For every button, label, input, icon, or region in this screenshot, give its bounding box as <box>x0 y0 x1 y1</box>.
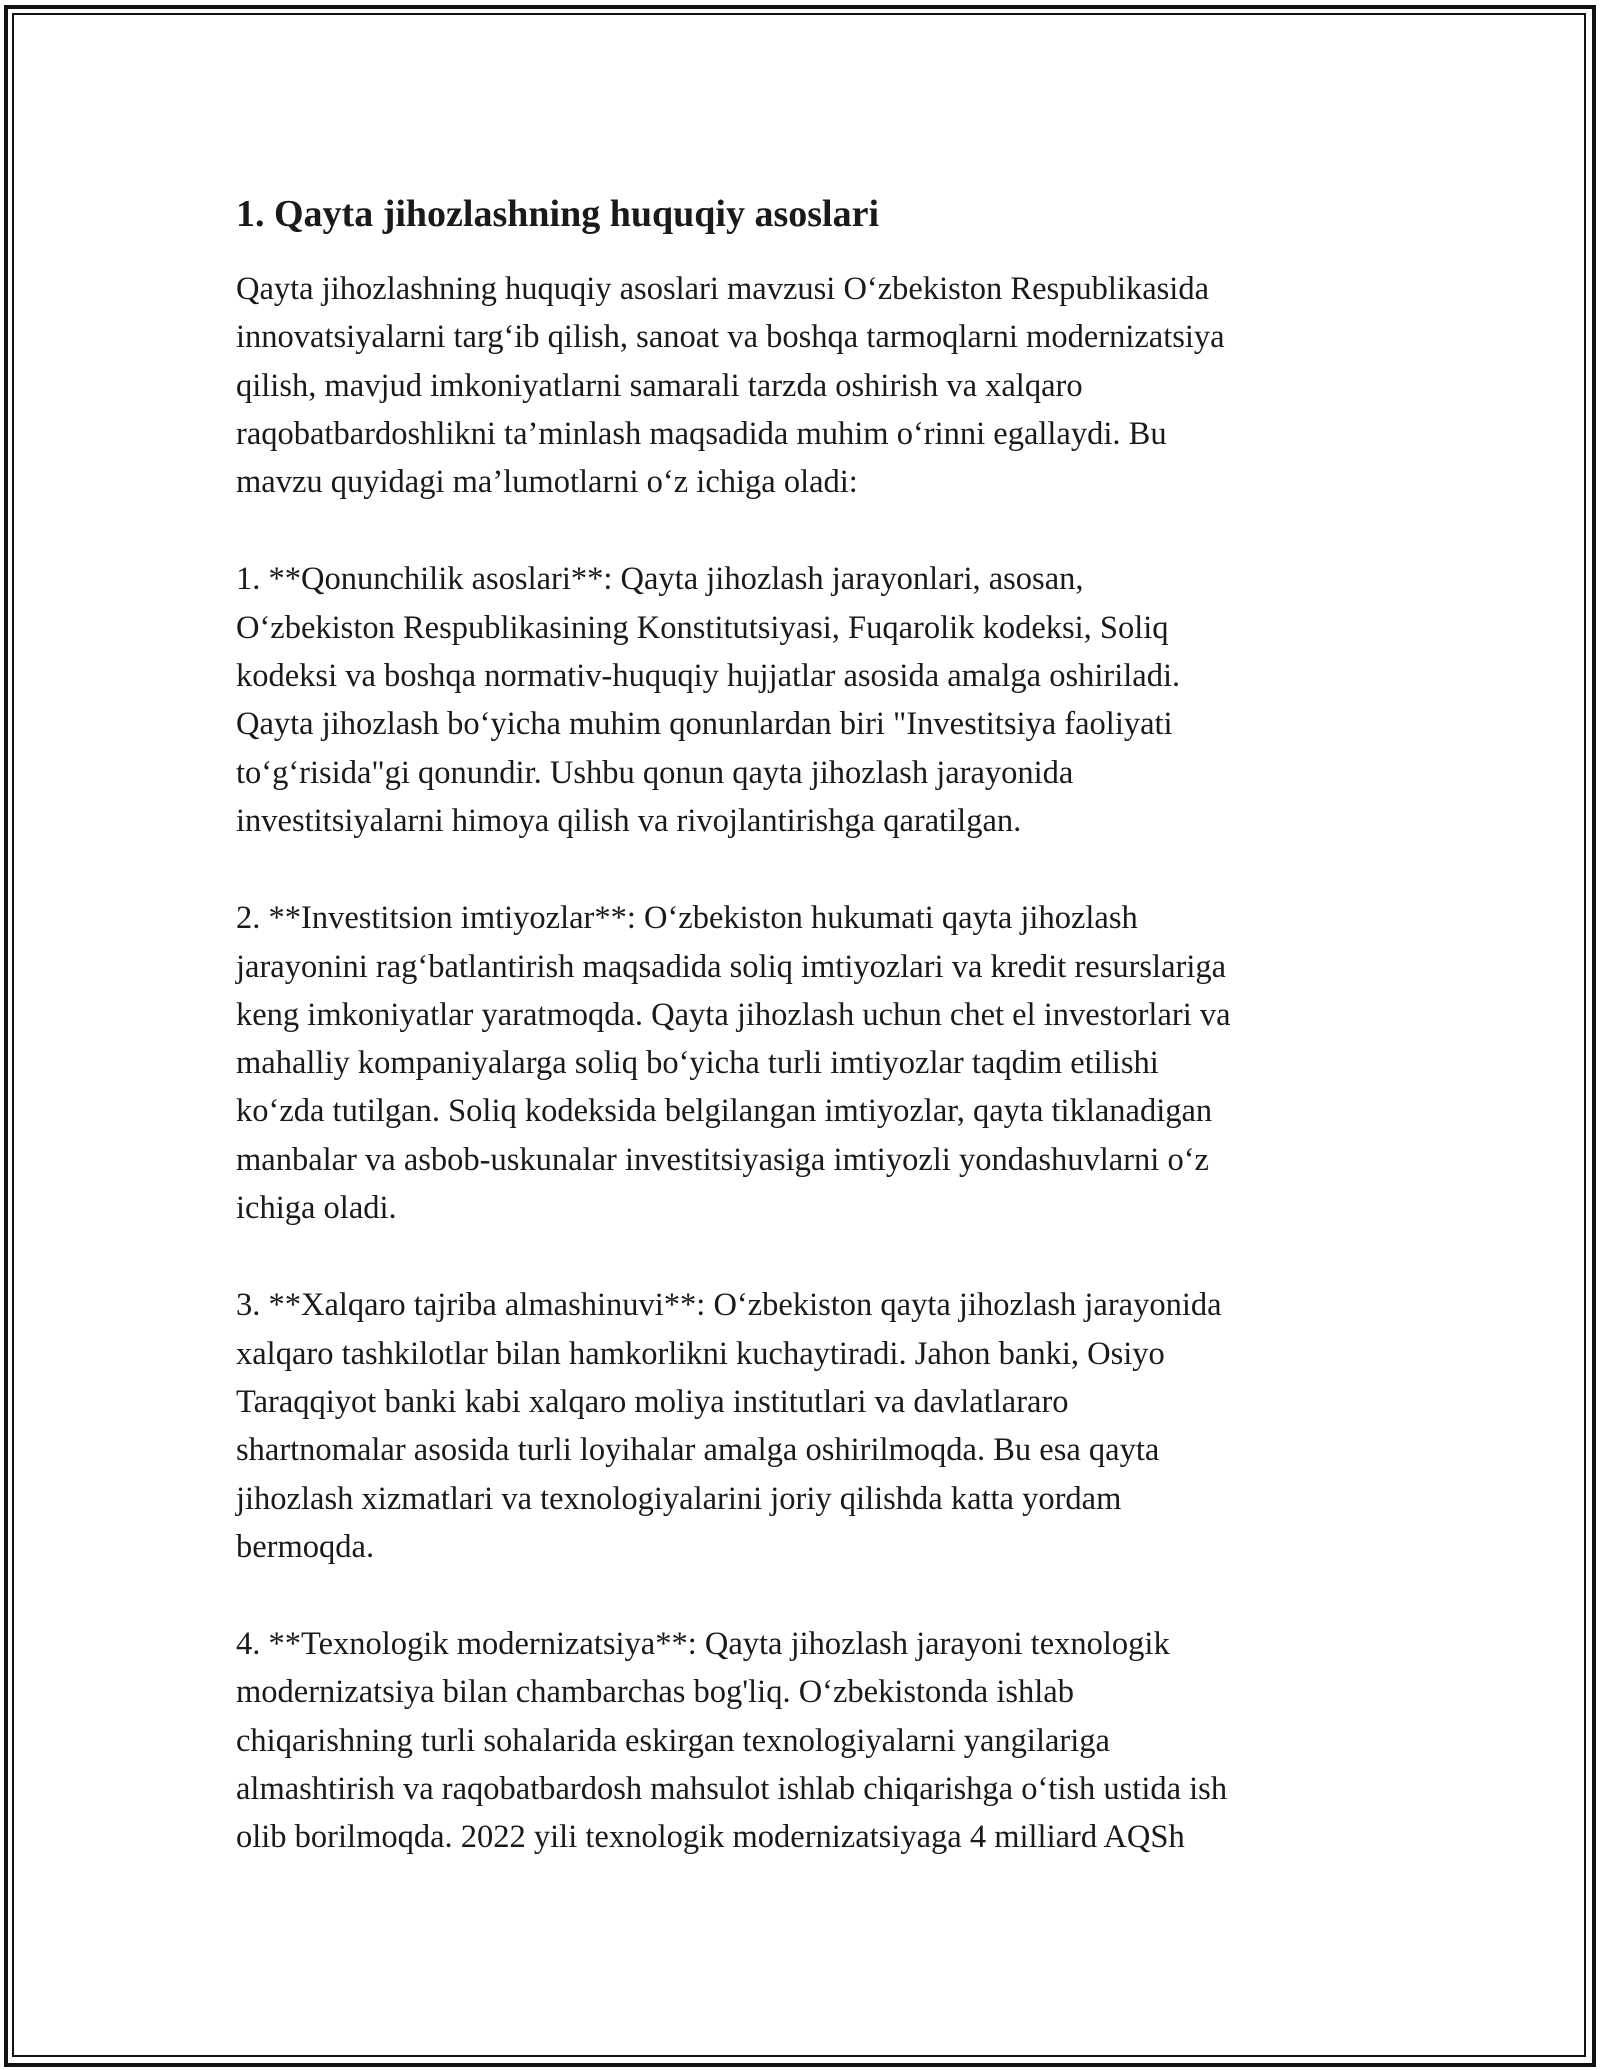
paragraph-line: qilish, mavjud imkoniyatlarni samarali tarzda oshirish va xalqaro <box>236 367 1083 404</box>
paragraph-line: 3. **Xalqaro tajriba almashinuvi**: O‘zbekiston qayta jihozlash jarayonida <box>236 1287 1222 1324</box>
paragraph-line: bermoqda. <box>236 1528 375 1565</box>
paragraph-line: modernizatsiya bilan chambarchas bog'liq. O‘zbekistonda ishlab <box>236 1674 1074 1711</box>
paragraph-line: manbalar va asbob-uskunalar investitsiyasiga imtiyozli yondashuvlarni o‘z <box>236 1141 1209 1178</box>
paragraph-line: ko‘zda tutilgan. Soliq kodeksida belgilangan imtiyozlar, qayta tiklanadigan <box>236 1093 1213 1130</box>
investment-incentives-paragraph <box>236 894 1376 1232</box>
paragraph-line: xalqaro tashkilotlar bilan hamkorlikni kuchaytiradi. Jahon banki, Osiyo <box>236 1335 1165 1372</box>
paragraph-line: 4. **Texnologik modernizatsiya**: Qayta jihozlash jarayoni texnologik <box>236 1626 1170 1663</box>
paragraph-line: mahalliy kompaniyalarga soliq bo‘yicha turli imtiyozlar taqdim etilishi <box>236 1045 1159 1082</box>
paragraph-line: Qayta jihozlashning huquqiy asoslari mavzusi O‘zbekiston Respublikasida <box>236 271 1210 307</box>
international-experience-paragraph <box>236 1281 1376 1571</box>
paragraph-line: jarayonini rag‘batlantirish maqsadida soliq imtiyozlari va kredit resurslariga <box>236 948 1227 985</box>
legislation-paragraph <box>236 555 1376 845</box>
paragraph-line: innovatsiyalarni targ‘ib qilish, sanoat va boshqa tarmoqlarni modernizatsiya <box>236 319 1225 356</box>
paragraph-line: Taraqqiyot banki kabi xalqaro moliya institutlari va davlatlararo <box>236 1383 1069 1420</box>
paragraph-line: ichiga oladi. <box>236 1190 397 1227</box>
paragraph-line: olib borilmoqda. 2022 yili texnologik modernizatsiyaga 4 milliard AQSh <box>236 1819 1185 1856</box>
paragraph-line: chiqarishning turli sohalarida eskirgan texnologiyalarni yangilariga <box>236 1722 1110 1759</box>
paragraph-line: Qayta jihozlash bo‘yicha muhim qonunlardan biri "Investitsiya faoliyati <box>236 706 1173 743</box>
paragraph-line: jihozlash xizmatlari va texnologiyalarini joriy qilishda katta yordam <box>236 1480 1122 1517</box>
intro-paragraph <box>236 265 1376 506</box>
paragraph-line: shartnomalar asosida turli loyihalar amalga oshirilmoqda. Bu esa qayta <box>236 1432 1160 1469</box>
paragraph-line: raqobatbardoshlikni ta’minlash maqsadida muhim o‘rinni egallaydi. Bu <box>236 415 1167 452</box>
paragraph-line: investitsiyalarni himoya qilish va rivojlantirishga qaratilgan. <box>236 802 1022 839</box>
technological-modernization-paragraph <box>236 1620 1376 1861</box>
paragraph-line: kodeksi va boshqa normativ-huquqiy hujjatlar asosida amalga oshiriladi. <box>236 658 1181 695</box>
paragraph-line: to‘g‘risida"gi qonundir. Ushbu qonun qayta jihozlash jarayonida <box>236 754 1074 791</box>
paragraph-line: O‘zbekiston Respublikasining Konstitutsiyasi, Fuqarolik kodeksi, Soliq <box>236 609 1169 646</box>
paragraph-line: keng imkoniyatlar yaratmoqda. Qayta jihozlash uchun chet el investorlari va <box>236 996 1231 1033</box>
paragraph-line: 2. **Investitsion imtiyozlar**: O‘zbekiston hukumati qayta jihozlash <box>236 900 1138 937</box>
paragraph-line: mavzu quyidagi ma’lumotlarni o‘z ichiga oladi: <box>236 464 858 501</box>
paragraph-line: almashtirish va raqobatbardosh mahsulot ishlab chiqarishga o‘tish ustida ish <box>236 1771 1228 1808</box>
document-title: 1. Qayta jihozlashning huquqiy asoslari <box>236 193 880 235</box>
paragraph-line: 1. **Qonunchilik asoslari**: Qayta jihozlash jarayonlari, asosan, <box>236 561 1084 598</box>
document-body <box>236 188 1376 1862</box>
